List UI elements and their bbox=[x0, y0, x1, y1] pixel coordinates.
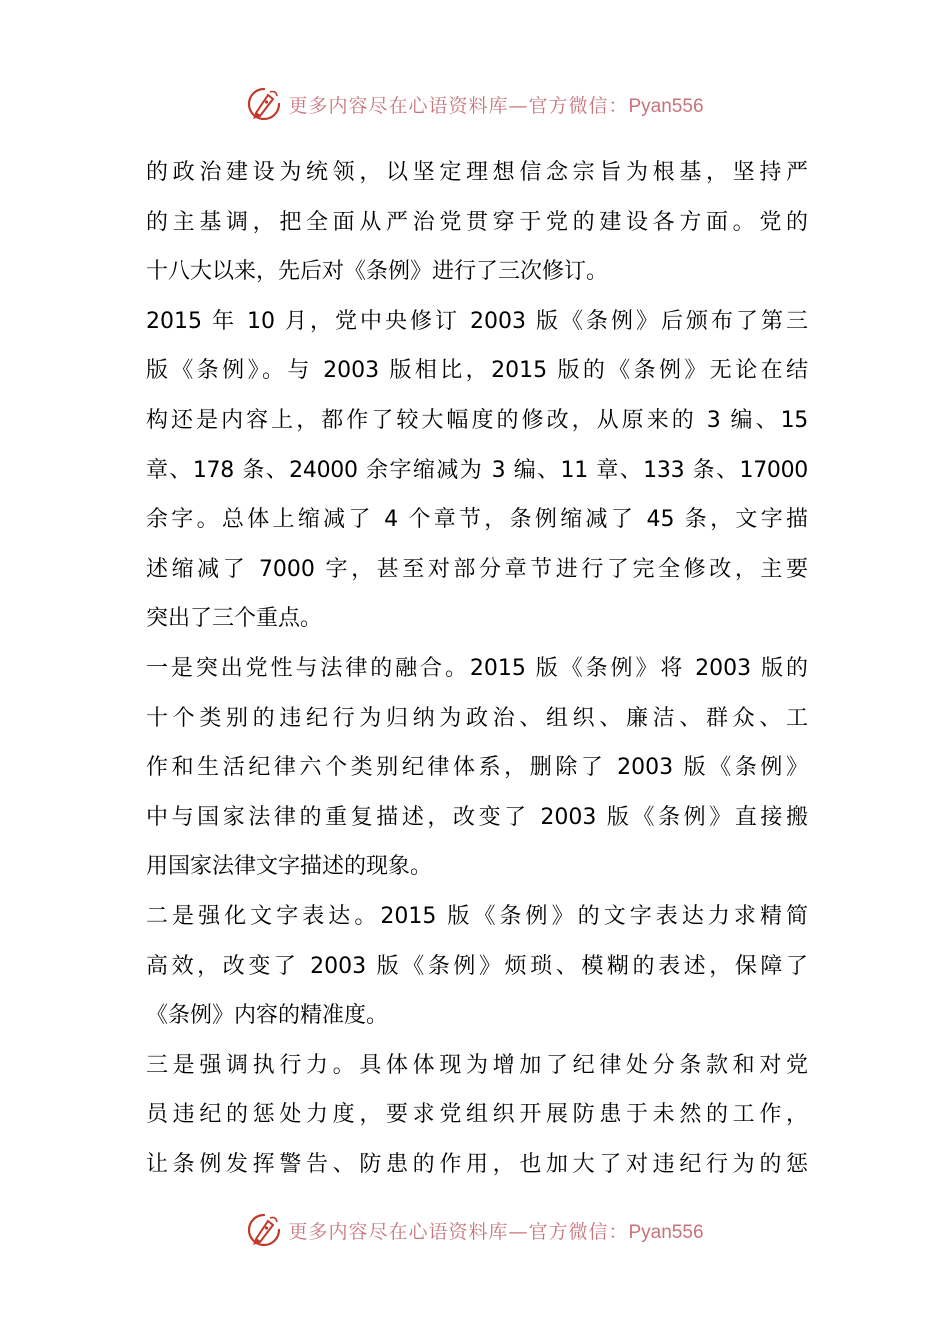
text-line: 的主基调，把全面从严治党贯穿于党的建设各方面。党的 bbox=[146, 209, 808, 235]
footer-watermark bbox=[0, 1210, 950, 1250]
watermark-text bbox=[288, 1217, 703, 1244]
watermark-label: 更多内容尽在心语资料库—官方微信： bbox=[288, 94, 629, 117]
text-line: 十个类别的违纪行为归纳为政治、组织、廉洁、群众、工 bbox=[146, 705, 808, 731]
pen-nib-circle-icon bbox=[246, 86, 282, 122]
text-line: 的政治建设为统领，以坚定理想信念宗旨为根基，坚持严 bbox=[146, 160, 808, 185]
text-line: 十八大以来，先后对《条例》进行了三次修订。 bbox=[146, 259, 609, 285]
text-line: 让条例发挥警告、防患的作用，也加大了对违纪行为的惩 bbox=[146, 1151, 808, 1177]
text-line: 高效，改变了 2003 版《条例》烦琐、模糊的表述，保障了 bbox=[146, 953, 808, 979]
watermark-text bbox=[288, 91, 703, 118]
text-line: 用国家法律文字描述的现象。 bbox=[146, 854, 433, 880]
text-line: 版《条例》。与 2003 版相比，2015 版的《条例》无论在结 bbox=[146, 358, 808, 384]
text-line: 2015 年 10 月，党中央修订 2003 版《条例》后颁布了第三 bbox=[146, 308, 808, 334]
header-watermark bbox=[0, 84, 950, 124]
text-line: 一是突出党性与法律的融合。2015 版《条例》将 2003 版的 bbox=[146, 655, 808, 681]
watermark-label: 更多内容尽在心语资料库—官方微信： bbox=[288, 1220, 629, 1243]
text-line: 余字。总体上缩减了 4 个章节，条例缩减了 45 条，文字描 bbox=[146, 507, 808, 533]
text-line: 突出了三个重点。 bbox=[146, 606, 323, 632]
wechat-id: Pyan556 bbox=[628, 95, 704, 117]
text-line: 《条例》内容的精准度。 bbox=[146, 1003, 389, 1029]
text-line: 构还是内容上，都作了较大幅度的修改，从原来的 3 编、15 bbox=[146, 407, 808, 433]
text-line: 二是强化文字表达。2015 版《条例》的文字表达力求精简 bbox=[146, 903, 808, 929]
text-line: 述缩减了 7000 字，甚至对部分章节进行了完全修改，主要 bbox=[146, 556, 808, 582]
document-body bbox=[146, 148, 808, 1189]
text-line: 员违纪的惩处力度，要求党组织开展防患于未然的工作， bbox=[146, 1102, 808, 1128]
text-line: 作和生活纪律六个类别纪律体系，删除了 2003 版《条例》 bbox=[146, 755, 808, 781]
wechat-id: Pyan556 bbox=[628, 1221, 704, 1243]
pen-nib-circle-icon bbox=[246, 1212, 282, 1248]
text-line: 中与国家法律的重复描述，改变了 2003 版《条例》直接搬 bbox=[146, 804, 808, 830]
text-line: 章、178 条、24000 余字缩减为 3 编、11 章、133 条、17000 bbox=[146, 457, 808, 483]
text-line: 三是强调执行力。具体体现为增加了纪律处分条款和对党 bbox=[146, 1052, 808, 1078]
